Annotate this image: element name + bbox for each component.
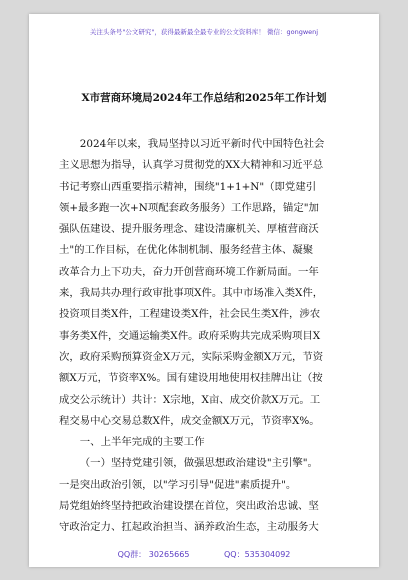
text-line: 一、上半年完成的主要工作: [79, 436, 205, 449]
text-line: 投资项目类X件，工程建设类X件，社会民生类X件，涉农: [59, 308, 321, 321]
promo-header: 关注头条号"公文研究"，获得最新最全最专业的公文资料库！ 微信：gongwenj: [89, 28, 319, 36]
text-line: 主义思想为指导，认真学习贯彻党的XX大精神和习近平总: [59, 159, 324, 172]
text-line: 来，我局共办理行政审批事项X件。其中市场准入类X件，: [59, 287, 324, 300]
qq-number: QQ：535304092: [224, 550, 291, 559]
text-line: 书记考察山西重要指示精神，围绕"1+1+N"（即党建引: [59, 180, 317, 193]
document-page: [29, 14, 379, 567]
text-line: 额X万元，节资率X%。国有建设用地使用权挂牌出让（按: [59, 372, 323, 385]
text-line: 领+最多跑一次+N项配套政务服务）工作思路，锚定"加: [59, 201, 319, 214]
text-line: 事务类X件，交通运输类X件。政府采购共完成采购项目X: [59, 329, 321, 342]
text-line: 次，政府采购预算资金X万元，实际采购金额X万元，节资: [59, 350, 324, 363]
contact-footer: [29, 549, 379, 560]
text-line: 程交易中心交易总数X件，成交金额X万元，节资率X%。: [59, 414, 320, 427]
text-line: 成交公示统计）共计：X宗地，X亩、成交价款X万元。工: [59, 393, 321, 406]
text-line: 改革合力上下功夫，奋力开创营商环境工作新局面。一年: [59, 265, 319, 278]
text-line: 强队伍建设、提升服务理念、建设清廉机关、厚植营商沃: [59, 223, 319, 236]
text-line: 一是突出政治引领，以"学习引导"促进"素质提升"。: [59, 478, 297, 491]
text-line: 守政治定力、扛起政治担当、涵养政治生态，主动服务大: [59, 521, 319, 534]
text-line: 土"的工作目标，在优化体制机制、服务经营主体、凝聚: [59, 244, 314, 257]
document-title: X市营商环境局2024年工作总结和2025年工作计划: [81, 92, 327, 104]
text-line: 2024年以来，我局坚持以习近平新时代中国特色社会: [79, 138, 325, 150]
text-line: （一）坚持党建引领，做强思想政治建设"主引擎"。: [79, 457, 318, 470]
document-body: [59, 134, 351, 539]
qq-group: QQ群： 30265665: [117, 550, 190, 559]
text-line: 局党组始终坚持把政治建设摆在首位，突出政治忠诚、坚: [59, 500, 319, 513]
